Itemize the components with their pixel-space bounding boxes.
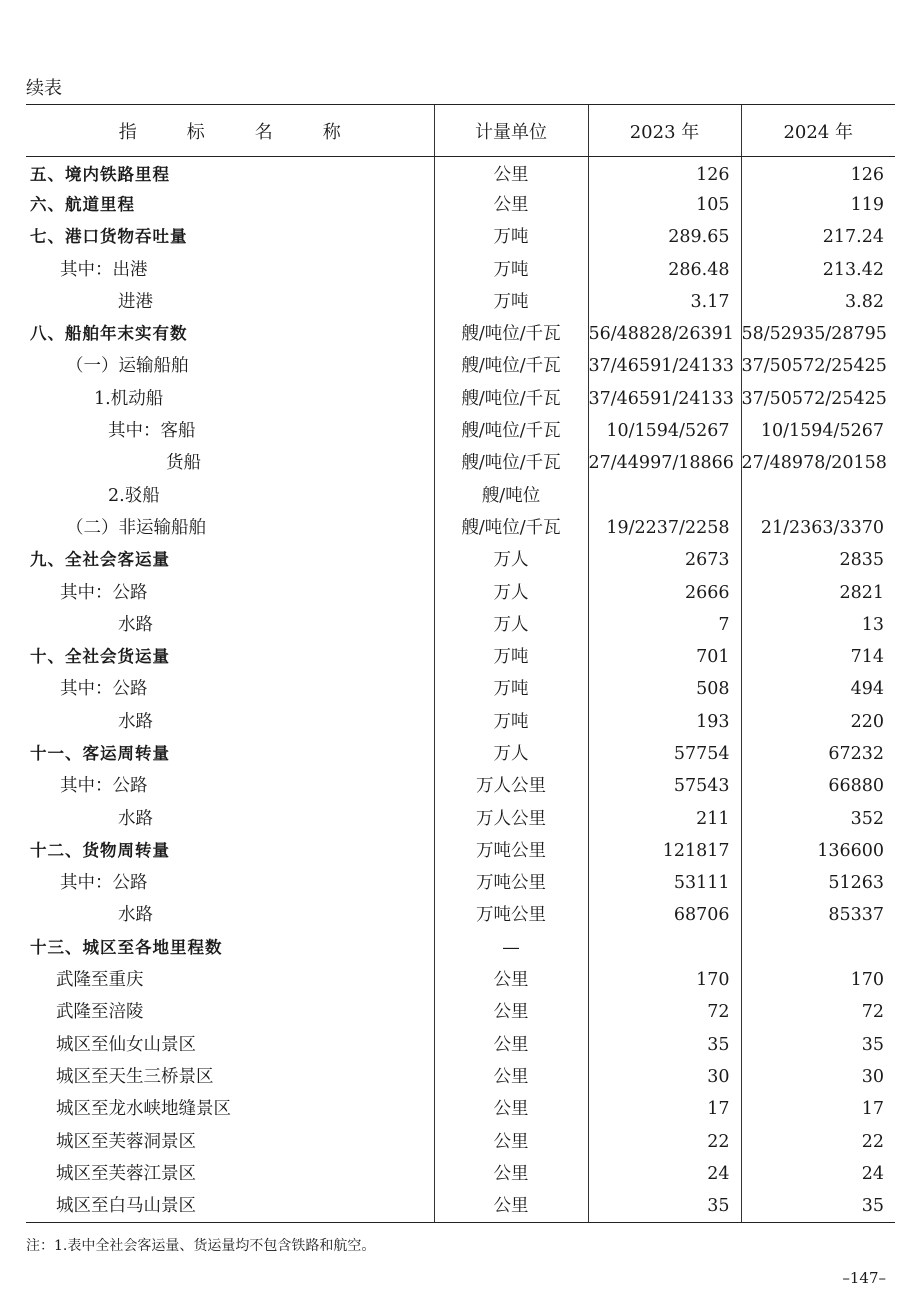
table-row — [26, 899, 895, 931]
table-row — [26, 1093, 895, 1125]
row-unit: 万吨 — [434, 221, 588, 253]
row-value-2024: 67232 — [741, 738, 895, 770]
row-label: 十二、货物周转量 — [30, 840, 170, 860]
row-value-2024: 24 — [741, 1158, 895, 1190]
table-row — [26, 189, 895, 221]
row-value-2024: 13 — [741, 609, 895, 641]
row-unit: 万人 — [434, 609, 588, 641]
row-unit: 公里 — [434, 1061, 588, 1093]
row-value-2024: 30 — [741, 1061, 895, 1093]
row-value-2024: 35 — [741, 1029, 895, 1061]
row-label: 城区至芙蓉江景区 — [56, 1163, 196, 1184]
row-label: 货船 — [166, 453, 201, 474]
table-row — [26, 932, 895, 964]
row-unit: 公里 — [434, 964, 588, 996]
row-value-2024: 66880 — [741, 770, 895, 802]
row-unit: 艘/吨位/千瓦 — [434, 447, 588, 479]
row-value-2023: 121817 — [588, 835, 741, 867]
row-value-2023: 57543 — [588, 770, 741, 802]
row-label: 其中：公路 — [60, 873, 148, 894]
row-value-2024: 494 — [741, 673, 895, 705]
header-name-char: 称 — [322, 121, 341, 143]
header-2023: 2023 年 — [588, 105, 741, 157]
row-value-2023: 30 — [588, 1061, 741, 1093]
row-value-2023: 35 — [588, 1029, 741, 1061]
row-unit: 公里 — [434, 1093, 588, 1125]
row-label: 其中：公路 — [60, 679, 148, 700]
table-row — [26, 157, 895, 189]
row-value-2023: 7 — [588, 609, 741, 641]
row-unit: 艘/吨位 — [434, 479, 588, 511]
row-label: 其中：客船 — [108, 421, 196, 442]
row-value-2023: 53111 — [588, 867, 741, 899]
row-label: 六、航道里程 — [30, 194, 135, 214]
row-label: 七、港口货物吞吐量 — [30, 227, 188, 247]
row-value-2023: 2666 — [588, 576, 741, 608]
table-row — [26, 253, 895, 285]
row-value-2023: 27/44997/18866 — [588, 447, 741, 479]
row-value-2023: 17 — [588, 1093, 741, 1125]
table-row — [26, 835, 895, 867]
row-value-2024: 714 — [741, 641, 895, 673]
row-label: 水路 — [118, 808, 153, 829]
row-value-2023 — [588, 932, 741, 964]
table-row — [26, 738, 895, 770]
row-unit: 万吨 — [434, 673, 588, 705]
row-value-2023: 37/46591/24133 — [588, 383, 741, 415]
row-value-2023: 701 — [588, 641, 741, 673]
statistics-table — [26, 104, 895, 1223]
table-row — [26, 1158, 895, 1190]
row-unit: 公里 — [434, 1158, 588, 1190]
row-value-2023: 57754 — [588, 738, 741, 770]
row-value-2024: 119 — [741, 189, 895, 221]
row-label: 其中：出港 — [60, 259, 148, 280]
table-row — [26, 479, 895, 511]
table-row — [26, 1125, 895, 1157]
row-label: 进港 — [118, 291, 153, 312]
table-row — [26, 609, 895, 641]
row-unit: 公里 — [434, 1125, 588, 1157]
row-label: 2.驳船 — [108, 485, 160, 506]
table-row — [26, 512, 895, 544]
table-row — [26, 221, 895, 253]
row-value-2024: 2821 — [741, 576, 895, 608]
row-value-2023: 105 — [588, 189, 741, 221]
row-value-2023: 126 — [588, 157, 741, 189]
row-value-2024: 352 — [741, 802, 895, 834]
table-row — [26, 706, 895, 738]
row-value-2024: 37/50572/25425 — [741, 383, 895, 415]
table-row — [26, 673, 895, 705]
header-name-char: 名 — [254, 121, 273, 143]
row-label: 十、全社会货运量 — [30, 647, 170, 667]
table-body — [26, 157, 895, 1223]
row-unit: 万人公里 — [434, 802, 588, 834]
row-unit: 万人公里 — [434, 770, 588, 802]
row-value-2023 — [588, 479, 741, 511]
table-row — [26, 1061, 895, 1093]
row-value-2024: 213.42 — [741, 253, 895, 285]
row-label: 八、船舶年末实有数 — [30, 324, 188, 344]
row-value-2024: 85337 — [741, 899, 895, 931]
row-value-2024: 170 — [741, 964, 895, 996]
row-value-2023: 289.65 — [588, 221, 741, 253]
row-unit: 万吨 — [434, 286, 588, 318]
row-value-2023: 508 — [588, 673, 741, 705]
row-value-2023: 24 — [588, 1158, 741, 1190]
row-label: 武隆至涪陵 — [56, 1002, 144, 1023]
row-label: 九、全社会客运量 — [30, 550, 170, 570]
table-row — [26, 350, 895, 382]
row-label: 城区至白马山景区 — [26, 1190, 434, 1222]
row-label: 城区至芙蓉洞景区 — [56, 1131, 196, 1152]
row-value-2023: 2673 — [588, 544, 741, 576]
header-name-char: 指 — [118, 121, 137, 143]
table-row — [26, 1190, 895, 1222]
row-value-2024: 220 — [741, 706, 895, 738]
table-row — [26, 576, 895, 608]
table-row — [26, 286, 895, 318]
row-unit: 艘/吨位/千瓦 — [434, 383, 588, 415]
table-row — [26, 544, 895, 576]
table-row — [26, 1029, 895, 1061]
row-label: 其中：公路 — [60, 582, 148, 603]
row-value-2024: 2835 — [741, 544, 895, 576]
header-indicator-name — [26, 105, 434, 157]
row-value-2024: 10/1594/5267 — [741, 415, 895, 447]
header-unit: 计量单位 — [434, 105, 588, 157]
header-name-char: 标 — [186, 121, 205, 143]
row-value-2024: 72 — [741, 996, 895, 1028]
row-value-2023: 22 — [588, 1125, 741, 1157]
table-caption: 续表 — [26, 78, 62, 99]
table-row — [26, 415, 895, 447]
row-unit: 艘/吨位/千瓦 — [434, 318, 588, 350]
table-header-row — [26, 105, 895, 157]
row-unit: 万吨公里 — [434, 899, 588, 931]
row-unit: 公里 — [434, 157, 588, 189]
row-label: 水路 — [118, 614, 153, 635]
table-row — [26, 318, 895, 350]
row-unit: 万吨 — [434, 706, 588, 738]
row-value-2023: 35 — [588, 1190, 741, 1222]
table-row — [26, 641, 895, 673]
row-value-2023: 68706 — [588, 899, 741, 931]
row-value-2024: 126 — [741, 157, 895, 189]
row-value-2024: 27/48978/20158 — [741, 447, 895, 479]
header-2024: 2024 年 — [741, 105, 895, 157]
row-value-2024: 37/50572/25425 — [741, 350, 895, 382]
row-value-2023: 56/48828/26391 — [588, 318, 741, 350]
row-value-2024: 58/52935/28795 — [741, 318, 895, 350]
row-unit: 公里 — [434, 1190, 588, 1222]
row-unit: 艘/吨位/千瓦 — [434, 415, 588, 447]
table-row — [26, 447, 895, 479]
row-unit: — — [434, 932, 588, 964]
table-row — [26, 867, 895, 899]
row-unit: 公里 — [434, 1029, 588, 1061]
page-number: –147– — [842, 1269, 886, 1287]
row-value-2024: 17 — [741, 1093, 895, 1125]
row-unit: 万人 — [434, 544, 588, 576]
row-value-2023: 286.48 — [588, 253, 741, 285]
row-unit: 万吨 — [434, 253, 588, 285]
row-value-2024: 21/2363/3370 — [741, 512, 895, 544]
row-value-2024: 217.24 — [741, 221, 895, 253]
row-label: 1.机动船 — [94, 388, 164, 409]
row-unit: 艘/吨位/千瓦 — [434, 512, 588, 544]
row-label: （一）运输船舶 — [66, 356, 189, 377]
table-row — [26, 964, 895, 996]
row-label: 城区至龙水峡地缝景区 — [56, 1099, 231, 1120]
row-unit: 万人 — [434, 738, 588, 770]
row-unit: 万吨 — [434, 641, 588, 673]
row-value-2023: 72 — [588, 996, 741, 1028]
row-value-2024: 3.82 — [741, 286, 895, 318]
row-label: 水路 — [118, 905, 153, 926]
row-unit: 万吨公里 — [434, 867, 588, 899]
row-label: 水路 — [118, 711, 153, 732]
row-value-2024: 51263 — [741, 867, 895, 899]
row-label: 十三、城区至各地里程数 — [30, 937, 223, 957]
row-unit: 万吨公里 — [434, 835, 588, 867]
row-value-2023: 19/2237/2258 — [588, 512, 741, 544]
table-row — [26, 996, 895, 1028]
table-row — [26, 802, 895, 834]
row-value-2024: 136600 — [741, 835, 895, 867]
row-value-2023: 170 — [588, 964, 741, 996]
table-row — [26, 383, 895, 415]
row-label: 城区至仙女山景区 — [56, 1034, 196, 1055]
row-label: 其中：公路 — [60, 776, 148, 797]
row-label: 城区至天生三桥景区 — [56, 1066, 214, 1087]
row-label: 五、境内铁路里程 — [30, 164, 170, 184]
row-value-2024 — [741, 479, 895, 511]
table-row — [26, 770, 895, 802]
row-value-2024 — [741, 932, 895, 964]
row-value-2023: 37/46591/24133 — [588, 350, 741, 382]
row-label: （二）非运输船舶 — [66, 517, 206, 538]
row-value-2024: 35 — [741, 1190, 895, 1222]
row-value-2023: 10/1594/5267 — [588, 415, 741, 447]
row-unit: 公里 — [434, 996, 588, 1028]
row-label: 十一、客运周转量 — [30, 743, 170, 763]
row-value-2024: 22 — [741, 1125, 895, 1157]
row-value-2023: 3.17 — [588, 286, 741, 318]
row-unit: 艘/吨位/千瓦 — [434, 350, 588, 382]
row-value-2023: 193 — [588, 706, 741, 738]
row-value-2023: 211 — [588, 802, 741, 834]
row-unit: 公里 — [434, 189, 588, 221]
row-unit: 万人 — [434, 576, 588, 608]
row-label: 武隆至重庆 — [56, 970, 144, 991]
footnote: 注：1.表中全社会客运量、货运量均不包含铁路和航空。 — [26, 1238, 376, 1254]
